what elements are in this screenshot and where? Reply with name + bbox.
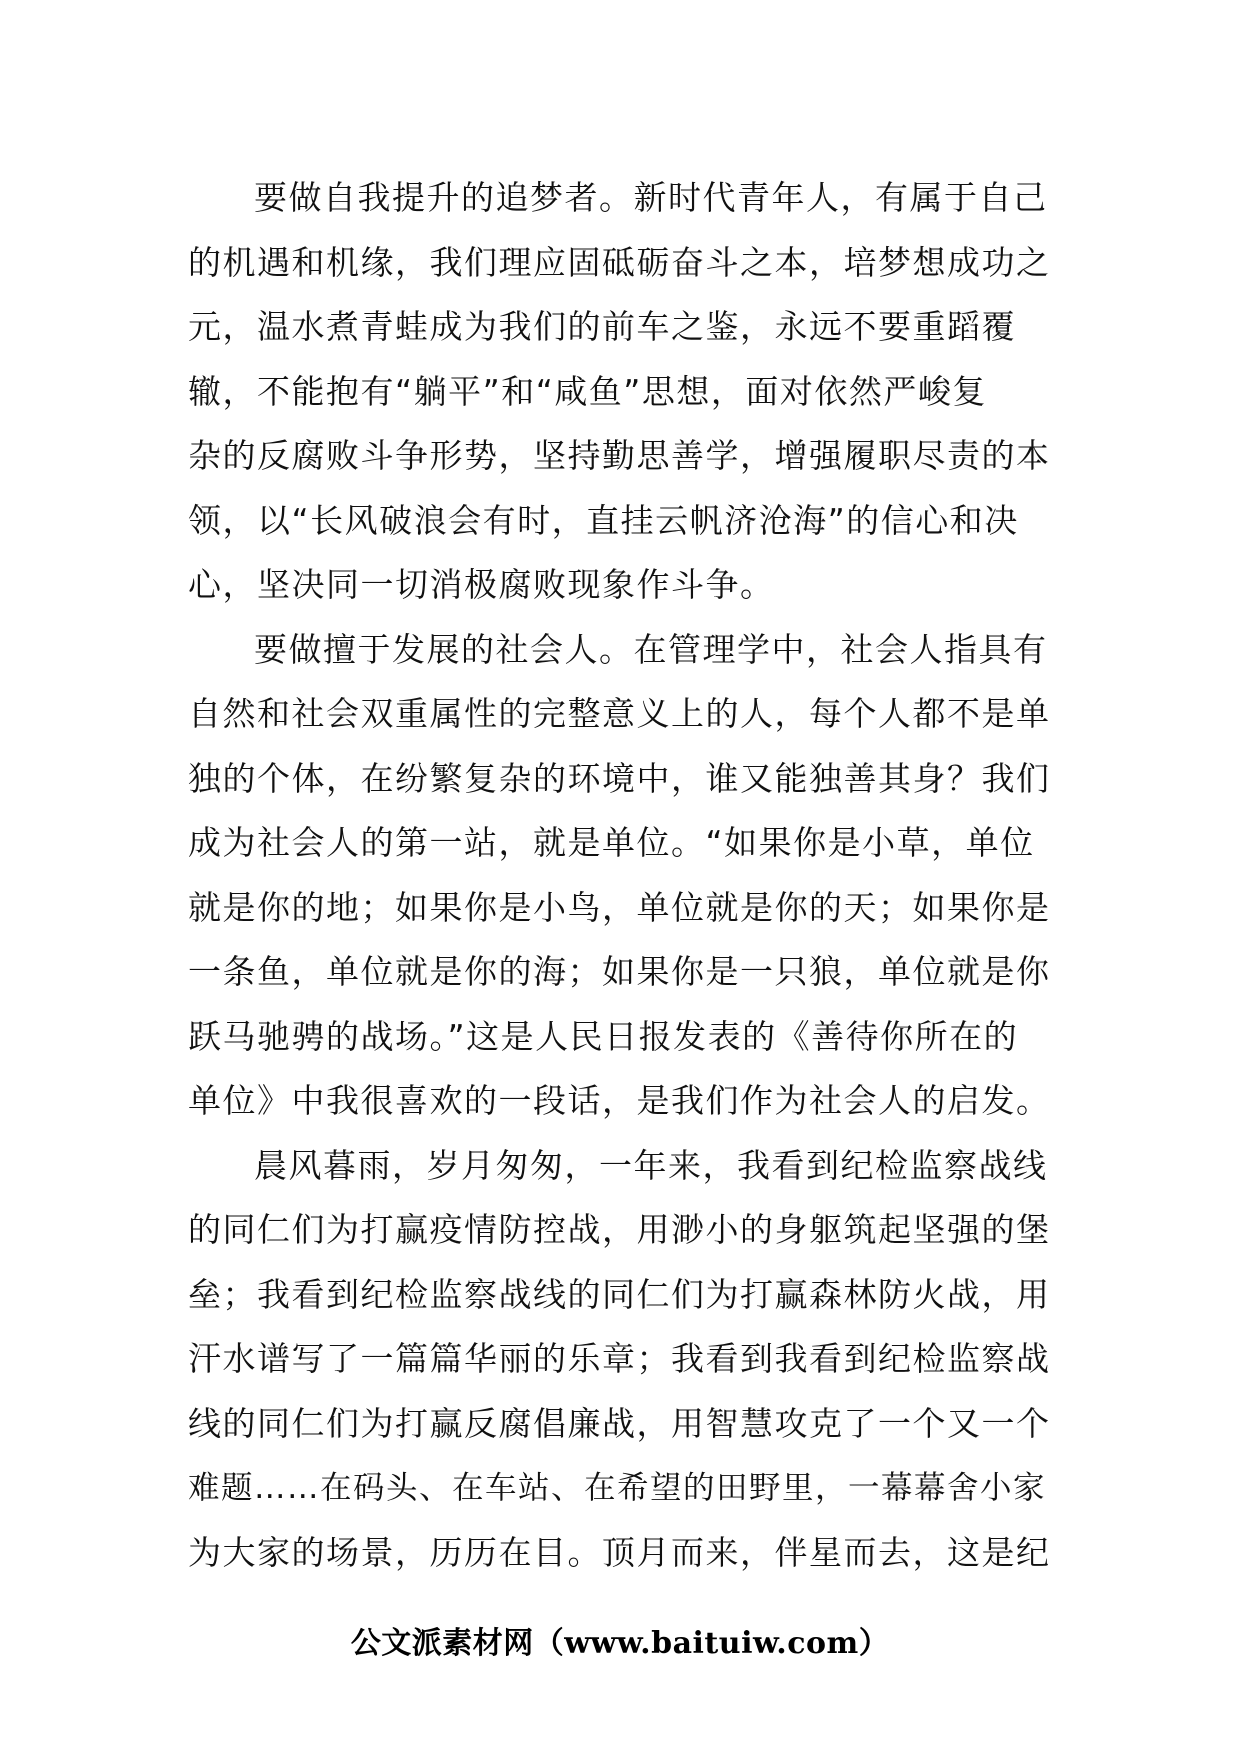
text-line: 难题……在码头、在车站、在希望的田野里，一幕幕舍小家 xyxy=(188,1470,1047,1506)
text-line: 成为社会人的第一站，就是单位。“如果你是小草，单位 xyxy=(188,823,1035,862)
paragraph-first-line: 要做擅于发展的社会人。在管理学中，社会人指具有 xyxy=(254,629,1048,669)
text-line: 自然和社会双重属性的完整意义上的人，每个人都不是单 xyxy=(188,694,1051,733)
text-line: 辙，不能抱有“躺平”和“咸鱼”思想，面对依然严峻复 xyxy=(188,371,987,411)
text-line: 一条鱼，单位就是你的海；如果你是一只狼，单位就是你 xyxy=(188,952,1051,991)
text-line: 独的个体，在纷繁复杂的环境中，谁又能独善其身？我们 xyxy=(188,758,1051,798)
text-line: 为大家的场景，历历在目。顶月而来，伴星而去，这是纪 xyxy=(188,1532,1051,1572)
text-line: 线的同仁们为打赢反腐倡廉战，用智慧攻克了一个又一个 xyxy=(188,1403,1051,1443)
text-line: 跃马驰骋的战场。”这是人民日报发表的《善待你所在的 xyxy=(188,1016,1019,1056)
paragraph-first-line: 晨风暮雨，岁月匆匆，一年来，我看到纪检监察战线 xyxy=(254,1145,1048,1185)
text-line: 就是你的地；如果你是小鸟，单位就是你的天；如果你是 xyxy=(188,887,1051,927)
text-line: 领，以“长风破浪会有时，直挂云帆济沧海”的信心和决 xyxy=(188,500,1019,540)
text-line: 的同仁们为打赢疫情防控战，用渺小的身躯筑起坚强的堡 xyxy=(188,1210,1051,1249)
text-line: 心，坚决同一切消极腐败现象作斗争。 xyxy=(188,565,775,604)
body-text xyxy=(188,166,1056,1585)
text-line: 单位》中我很喜欢的一段话，是我们作为社会人的启发。 xyxy=(188,1081,1051,1120)
paragraph-first-line: 要做自我提升的追梦者。新时代青年人，有属于自己 xyxy=(254,178,1048,217)
text-line: 杂的反腐败斗争形势，坚持勤思善学，增强履职尽责的本 xyxy=(188,436,1051,475)
text-line: 元，温水煮青蛙成为我们的前车之鉴，永远不要重蹈覆 xyxy=(188,307,1016,346)
text-line: 汗水谱写了一篇篇华丽的乐章；我看到我看到纪检监察战 xyxy=(188,1339,1051,1378)
footer-watermark: 公文派素材网（www.baituiw.com） xyxy=(350,1626,890,1661)
text-line: 的机遇和机缘，我们理应固砥砺奋斗之本，培梦想成功之 xyxy=(188,242,1051,282)
text-line: 垒；我看到纪检监察战线的同仁们为打赢森林防火战，用 xyxy=(188,1274,1051,1314)
